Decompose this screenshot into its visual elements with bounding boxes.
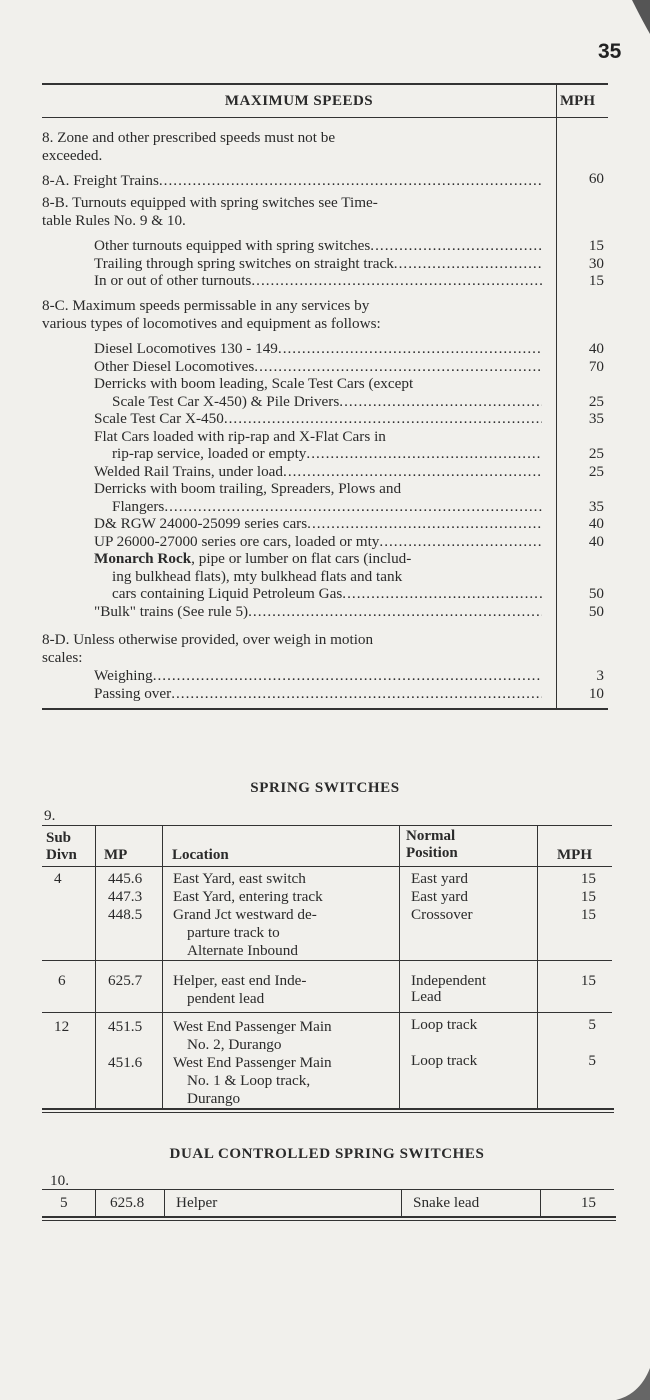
leader-dots — [251, 272, 542, 290]
item-label: Trailing through spring switches on straight track — [94, 254, 394, 272]
col-divider — [540, 1190, 541, 1216]
rule-8-text: 8. Zone and other prescribed speeds must not be — [42, 129, 336, 146]
divn-cell: 4 — [54, 870, 62, 887]
speed-item-row — [94, 375, 542, 393]
divn-cell: 6 — [58, 972, 66, 989]
item-label-bold: Monarch Rock — [94, 550, 192, 567]
location-cell: Grand Jct westward de- — [173, 906, 317, 923]
divn-cell: 5 — [60, 1194, 68, 1211]
item-label: Scale Test Car X-450 — [94, 410, 224, 427]
leader-dots — [283, 463, 542, 481]
mph-cell: 15 — [580, 1194, 596, 1211]
mph-value: 70 — [588, 357, 604, 375]
mp-cell: 451.5 — [108, 1018, 143, 1035]
rule-8a-row — [42, 172, 542, 190]
mph-value: 35 — [588, 410, 604, 427]
max-speeds-header-rule — [42, 117, 608, 118]
location-cell: Durango — [187, 1090, 241, 1107]
col-divider-position — [537, 826, 538, 1110]
location-cell: Alternate Inbound — [187, 942, 298, 959]
spring-switches-title: SPRING SWITCHES — [250, 780, 400, 796]
position-cell: East yard — [411, 888, 468, 905]
leader-dots — [339, 393, 542, 411]
dual-table-top-rule — [42, 1189, 614, 1190]
item-label: Welded Rail Trains, under load — [94, 462, 284, 480]
max-speeds-title: MAXIMUM SPEEDS — [224, 93, 374, 109]
item-label: D& RGW 24000-25099 series cars — [94, 515, 308, 532]
header-sub: Sub — [46, 830, 72, 846]
item-label: Derricks with boom leading, Scale Test Cars (except — [94, 375, 414, 392]
rule-8b-text: 8-B. Turnouts equipped with spring switches see Time- — [42, 194, 378, 211]
mph-value: 50 — [588, 585, 604, 602]
position-cell: Crossover — [411, 906, 473, 923]
speed-item-row — [94, 463, 542, 481]
leader-dots — [248, 603, 542, 621]
mph-value: 25 — [588, 462, 604, 480]
spring-table-bottom-rule — [42, 1108, 614, 1110]
item-label: cars containing Liquid Petroleum Gas — [112, 585, 343, 602]
col-divider-location — [399, 826, 400, 1110]
item-label: Passing over — [94, 684, 172, 702]
item-label: rip-rap service, loaded or empty — [112, 445, 307, 462]
rule-9-number: 9. — [44, 807, 56, 824]
location-cell: Helper, east end Inde- — [173, 972, 307, 989]
header-divn: Divn — [46, 847, 77, 863]
mph-value: 15 — [588, 237, 604, 254]
mph-value: 60 — [588, 170, 604, 187]
leader-dots — [394, 255, 542, 273]
mph-cell: 15 — [580, 906, 596, 923]
item-label: Flat Cars loaded with rip-rap and X-Flat Cars in — [94, 427, 386, 445]
mp-cell: 447.3 — [108, 888, 143, 905]
page-curl-shadow — [628, 0, 650, 40]
speed-item-row — [94, 515, 542, 533]
divn-cell: 12 — [54, 1018, 70, 1035]
rule-10-number: 10. — [50, 1172, 69, 1189]
dual-switches-title: DUAL CONTROLLED SPRING SWITCHES — [169, 1146, 485, 1162]
mp-cell: 625.7 — [108, 972, 143, 989]
speed-item-row — [94, 603, 542, 621]
col-divider — [164, 1190, 165, 1216]
mph-value: 15 — [588, 272, 604, 290]
position-cell: Snake lead — [413, 1194, 480, 1211]
speed-item-row — [94, 410, 542, 428]
position-cell: Loop track — [411, 1016, 478, 1033]
leader-dots — [254, 358, 542, 376]
col-divider — [95, 1190, 96, 1216]
location-cell: Helper — [176, 1194, 218, 1211]
item-label: Diesel Locomotives 130 - 149 — [94, 340, 278, 357]
leader-dots — [159, 172, 542, 190]
speed-item-row — [94, 685, 542, 703]
mph-cell: 15 — [580, 972, 596, 989]
item-label: Other turnouts equipped with spring switches — [94, 237, 371, 254]
leader-dots — [307, 515, 542, 533]
header-mph: MPH — [557, 847, 592, 863]
mp-cell: 625.8 — [110, 1194, 145, 1211]
mph-value: 10 — [588, 684, 604, 702]
mph-value: 40 — [588, 515, 604, 532]
dual-table-bottom-rule — [42, 1216, 616, 1218]
rule-8c-text: 8-C. Maximum speeds permissable in any services by — [42, 297, 370, 314]
header-normal: Normal — [406, 828, 456, 844]
speed-item-row — [94, 237, 542, 255]
position-cell: Lead — [411, 988, 442, 1005]
speed-item-row — [94, 272, 542, 290]
speed-item-row — [94, 340, 542, 358]
spring-table-header-rule — [42, 866, 612, 867]
spring-table-bottom-rule — [42, 1112, 614, 1113]
item-label: Scale Test Car X-450) & Pile Drivers — [112, 392, 340, 410]
col-divider-mp — [162, 826, 163, 1110]
group-rule — [42, 1012, 612, 1013]
location-cell: West End Passenger Main — [173, 1054, 332, 1071]
leader-dots — [153, 667, 542, 685]
mph-value: 3 — [596, 667, 604, 684]
spring-table-top-rule — [42, 825, 612, 826]
header-location: Location — [172, 847, 229, 863]
mph-cell: 15 — [580, 870, 596, 887]
mp-cell: 445.6 — [108, 870, 143, 887]
mph-cell: 5 — [588, 1016, 596, 1033]
location-cell: East Yard, east switch — [173, 870, 306, 887]
item-label: Other Diesel Locomotives — [94, 357, 255, 375]
item-label: "Bulk" trains (See rule 5) — [94, 602, 249, 620]
item-label: Flangers — [112, 497, 165, 515]
mph-cell: 5 — [588, 1052, 596, 1069]
col-divider-divn — [95, 826, 96, 1110]
leader-dots — [278, 340, 542, 358]
speed-item-row — [94, 428, 542, 446]
max-speeds-bottom-rule — [42, 708, 608, 710]
location-cell: East Yard, entering track — [173, 888, 323, 905]
item-label: ing bulkhead flats), mty bulkhead flats and tank — [112, 567, 403, 585]
max-speeds-top-rule — [42, 83, 608, 85]
leader-dots — [224, 410, 542, 428]
speed-item-row — [94, 255, 542, 273]
speed-item-row — [112, 498, 542, 516]
dual-table-bottom-rule — [42, 1220, 616, 1221]
position-cell: Loop track — [411, 1052, 478, 1069]
mph-value: 40 — [588, 340, 604, 357]
position-cell: Independent — [411, 972, 487, 989]
rule-8d-text: scales: — [42, 648, 83, 666]
rule-8-text: exceeded. — [42, 146, 103, 164]
mph-value: 50 — [588, 602, 604, 620]
position-cell: East yard — [411, 870, 468, 887]
speed-item-row — [112, 568, 542, 586]
leader-dots — [306, 445, 542, 463]
item-label — [94, 550, 411, 568]
speed-item-row — [94, 667, 542, 685]
header-position: Position — [406, 845, 458, 861]
page-corner-shadow — [610, 1360, 650, 1400]
max-speeds-column-divider — [556, 84, 557, 708]
leader-dots — [370, 237, 542, 255]
item-label: 8-A. Freight Trains — [42, 172, 159, 189]
item-label-rest: , pipe or lumber on flat cars (includ- — [191, 550, 412, 567]
leader-dots — [164, 498, 542, 516]
location-cell: West End Passenger Main — [173, 1018, 332, 1035]
mph-value: 30 — [588, 254, 604, 272]
location-cell: pendent lead — [187, 990, 265, 1007]
location-cell: No. 2, Durango — [187, 1036, 282, 1053]
page-number: 35 — [598, 40, 622, 63]
leader-dots — [342, 585, 542, 603]
speed-item-row — [94, 358, 542, 376]
leader-dots — [379, 533, 542, 551]
rule-8d-text: 8-D. Unless otherwise provided, over weigh in motion — [42, 631, 374, 648]
group-rule — [42, 960, 612, 961]
max-speeds-mph-header: MPH — [560, 93, 595, 109]
mp-cell: 451.6 — [108, 1054, 143, 1071]
item-label: In or out of other turnouts — [94, 272, 252, 290]
col-divider — [401, 1190, 402, 1216]
mph-value: 25 — [588, 392, 604, 410]
item-label: UP 26000-27000 series ore cars, loaded or mty — [94, 532, 380, 550]
mph-value: 35 — [588, 497, 604, 515]
mph-value: 40 — [588, 532, 604, 550]
speed-item-row — [112, 393, 542, 411]
item-label: Derricks with boom trailing, Spreaders, Plows and — [94, 480, 402, 497]
speed-item-row — [94, 533, 542, 551]
speed-item-row — [112, 445, 542, 463]
rule-8b-text: table Rules No. 9 & 10. — [42, 211, 186, 229]
item-label: Weighing — [94, 667, 153, 684]
speed-item-row — [112, 585, 542, 603]
header-mp: MP — [104, 847, 128, 863]
mph-value: 25 — [588, 445, 604, 462]
mp-cell: 448.5 — [108, 906, 143, 923]
speed-item-row — [94, 550, 542, 568]
rule-8c-text: various types of locomotives and equipment as follows: — [42, 314, 381, 332]
location-cell: No. 1 & Loop track, — [187, 1072, 311, 1089]
leader-dots — [171, 685, 542, 703]
speed-item-row — [94, 480, 542, 498]
location-cell: parture track to — [187, 924, 280, 941]
mph-cell: 15 — [580, 888, 596, 905]
